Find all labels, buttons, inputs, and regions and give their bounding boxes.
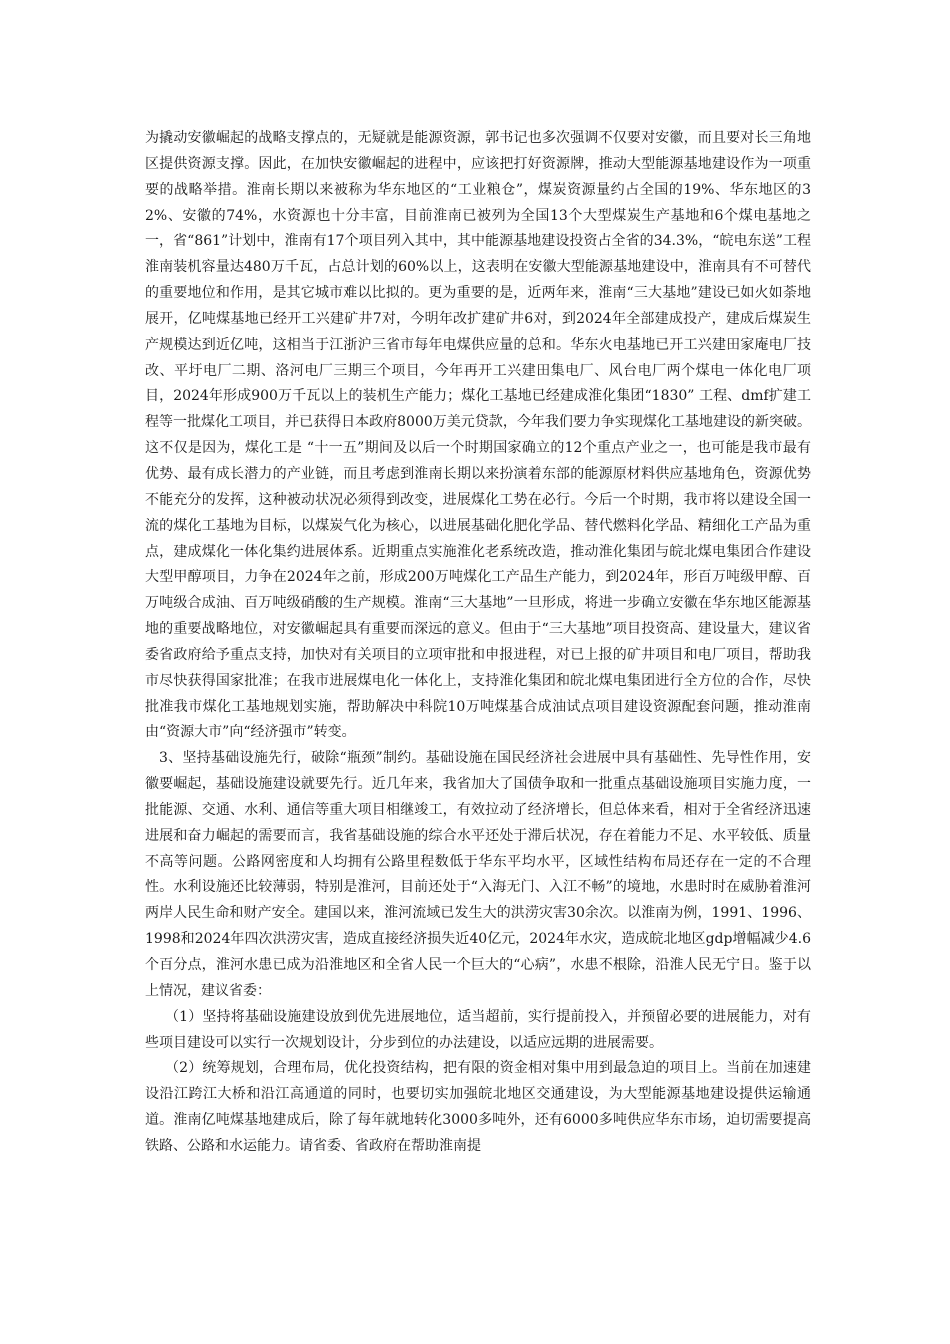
document-body xyxy=(145,126,811,1160)
paragraph-item-2: （2）统筹规划，合理布局，优化投资结构，把有限的资金相对集中用到最急迫的项目上。当前在加速建设沿江跨江大桥和沿江高通道的同时，也要切实加强皖北地区交通建设，为大型能源基地建设提供运输通道。淮南亿吨煤基地建成后，除了每年就地转化3000多吨外，还有6000多吨供应华东市场，迫切需要提高铁路、公路和水运能力。请省委、省政府在帮助淮南提 xyxy=(145,1060,811,1154)
paragraph-infrastructure: 3、坚持基础设施先行，破除“瓶颈”制约。基础设施在国民经济社会进展中具有基础性、先导性作用，安徽要崛起，基础设施建设就要先行。近几年来，我省加大了国债争取和一批重点基础设施项目实施力度，一批能源、交通、水利、通信等重大项目相继竣工，有效拉动了经济增长，但总体来看，相对于全省经济迅速进展和奋力崛起的需要而言，我省基础设施的综合水平还处于滞后状况，存在着能力不足、水平较低、质量不高等问题。公路网密度和人均拥有公路里程数低于华东平均水平，区域性结构布局还存在一定的不合理性。水利设施还比较薄弱，特别是淮河，目前还处于“入海无门、入江不畅”的境地，水患时时在威胁着淮河两岸人民生命和财产安全。建国以来，淮河流域已发生大的洪涝灾害30余次。以淮南为例，1991、1996、1998和2024年四次洪涝灾害，造成直接经济损失近40亿元，2024年水灾，造成皖北地区gdp增幅减少4.6个百分点，淮河水患已成为沿淮地区和全省人民一个巨大的“心病”，水患不根除，沿淮人民无宁日。鉴于以上情况，建议省委： xyxy=(145,750,811,999)
paragraph-energy-base: 为撬动安徽崛起的战略支撑点的，无疑就是能源资源，郭书记也多次强调不仅要对安徽，而且要对长三角地区提供资源支撑。因此，在加快安徽崛起的进程中，应该把打好资源牌，推动大型能源基地建设作为一项重要的战略举措。淮南长期以来被称为华东地区的“工业粮仓”，煤炭资源量约占全国的19%、华东地区的32%、安徽的74%，水资源也十分丰富，目前淮南已被列为全国13个大型煤炭生产基地和6个煤电基地之一，省“861”计划中，淮南有17个项目列入其中，其中能源基地建设投资占全省的34.3%，“皖电东送”工程淮南装机容量达480万千瓦，占总计划的60%以上，这表明在安徽大型能源基地建设中，淮南具有不可替代的重要地位和作用，是其它城市难以比拟的。更为重要的是，近两年来，淮南“三大基地”建设已如火如荼地展开，亿吨煤基地已经开工兴建矿井7对，今明年改扩建矿井6对，到2024年全部建成投产，建成后煤炭生产规模达到近亿吨，这相当于江浙沪三省市每年电煤供应量的总和。华东火电基地已开工兴建田家庵电厂技改、平圩电厂二期、洛河电厂三期三个项目，今年再开工兴建田集电厂、风台电厂两个煤电一体化电厂项目，2024年形成900万千瓦以上的装机生产能力；煤化工基地已经建成淮化集团“1830” 工程、dmf扩建工程等一批煤化工项目，并已获得日本政府8000万美元贷款，今年我们要力争实现煤化工基地建设的新突破。这不仅是因为，煤化工是 “十一五”期间及以后一个时期国家确立的12个重点产业之一，也可能是我市最有优势、最有成长潜力的产业链，而且考虑到淮南长期以来扮演着东部的能源原材料供应基地角色，资源优势不能充分的发挥，这种被动状况必须得到改变，进展煤化工势在必行。今后一个时期，我市将以建设全国一流的煤化工基地为目标，以煤炭气化为核心，以进展基础化肥化学品、替代燃料化学品、精细化工产品为重点，建成煤化一体化集约进展体系。近期重点实施淮化老系统改造，推动淮化集团与皖北煤电集团合作建设大型甲醇项目，力争在2024年之前，形成200万吨煤化工产品生产能力，到2024年，形百万吨级甲醇、百万吨级合成油、百万吨级硝酸的生产规模。淮南“三大基地”一旦形成，将进一步确立安徽在华东地区能源基地的重要战略地位，对安徽崛起具有重要而深远的意义。但由于“三大基地”项目投资高、建设量大，建议省委省政府给予重点支持，加快对有关项目的立项审批和申报进程，对已上报的矿井项目和电厂项目，帮助我市尽快获得国家批准；在我市进展煤电化一体化上，支持淮化集团和皖北煤电集团进行全方位的合作，尽快批准我市煤化工基地规划实施，帮助解决中科院10万吨煤基合成油试点项目建设资源配套问题，推动淮南由“资源大市”向“经济强市”转变。 xyxy=(145,130,811,741)
paragraph-item-1: （1）坚持将基础设施建设放到优先进展地位，适当超前，实行提前投入，并预留必要的进展能力，对有些项目建设可以实行一次规划设计，分步到位的办法建设，以适应远期的进展需要。 xyxy=(145,1008,811,1051)
